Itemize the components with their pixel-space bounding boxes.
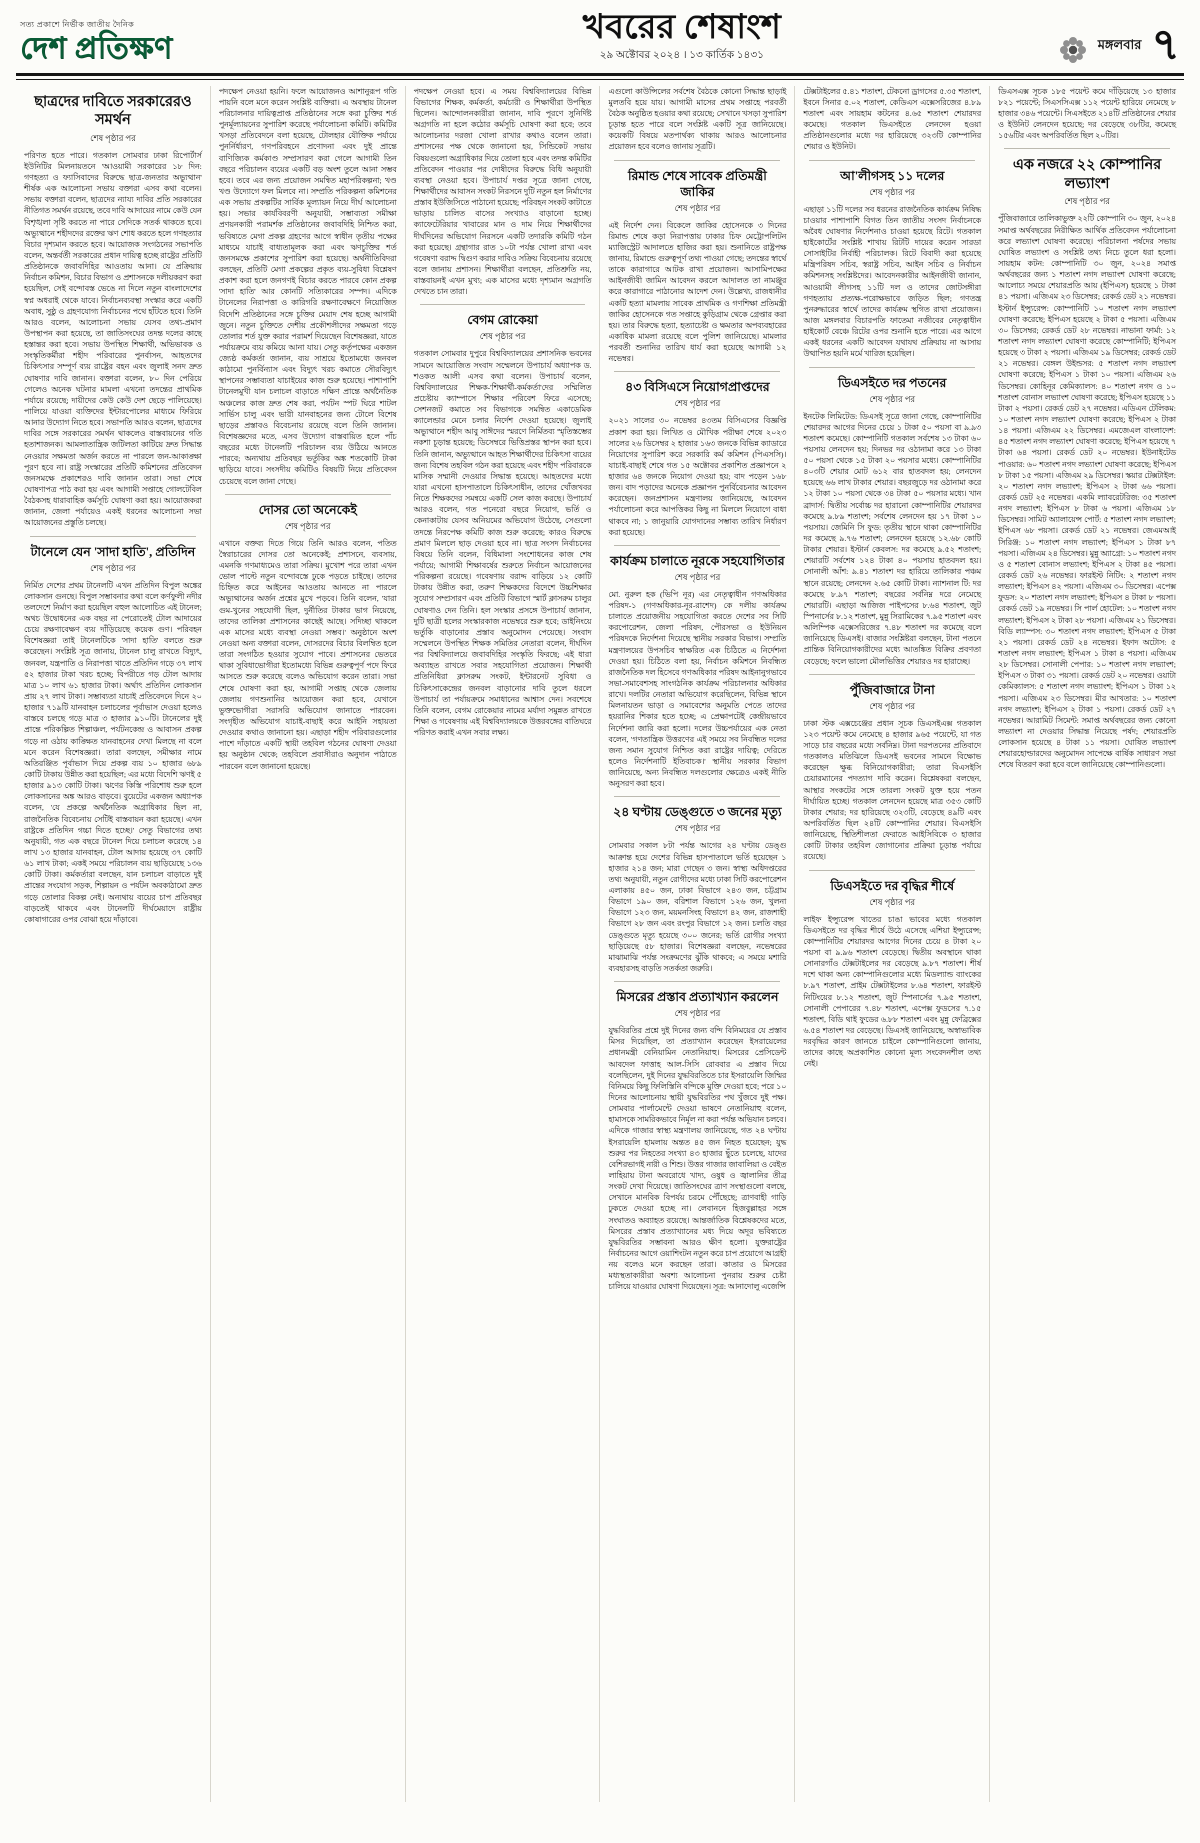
continued-from-label: শেষ পৃষ্ঠার পর [869, 701, 916, 711]
column-3 [405, 86, 600, 1802]
section-divider [30, 536, 196, 537]
article-22-companies-dividends [998, 156, 1176, 770]
section-divider [614, 545, 780, 546]
article-headline: রিমান্ড শেষে সাবেক প্রতিমন্ত্রী জাকির [627, 168, 767, 199]
section-header [320, 10, 1044, 65]
article-continuation [998, 86, 1176, 142]
article-begum-rokeya [414, 312, 592, 738]
continued-from-label: শেষ পৃষ্ঠার পর [869, 187, 916, 197]
continued-from-label: শেষ পৃষ্ঠার পর [869, 897, 916, 907]
article-body: পরিণত হতে পারে। গতকাল সোমবার ঢাকা রিপোর্টার্স ইউনিটির মিলনায়তনে 'আওয়ামী সরকারের ১৮ দিন: গণহত্যা ও ফ্যাসিবাদের বিরুদ্ধে ছাত্র-জনতার অভ্যুত্থান' শীর্ষক এক আলোচনা সভায় বক্তারা এসব কথা বলেন। সভায় বক্তারা বলেন, ছাত্রদের ন্যায্য দাবির প্রতি সরকারের নীতিগত সমর্থন রয়েছে, তবে দাবি আদায়ের নামে কেউ যেন বিশৃঙ্খলা সৃষ্টি করতে না পারে সেদিকে সতর্ক থাকতে হবে। অভ্যুত্থানে শহীদদের রক্তের ঋণ শোধ করতে হলে গণহত্যার বিচার দৃশ্যমান করতে হবে। আয়োজক সংগঠনের সভাপতি বলেন, অন্তর্বর্তী সরকারের প্রধান দায়িত্ব হচ্ছে রাষ্ট্রের প্রতিটি প্রতিষ্ঠানকে জবাবদিহির আওতায় আনা। যে প্রক্রিয়ায় নির্বাচন কমিশন, বিচার বিভাগ ও প্রশাসনকে দলীয়করণ করা হয়েছিল, সেই বন্দোবস্ত ভেঙে না দিলে নতুন বাংলাদেশের স্বপ্ন অধরাই থেকে যাবে। নির্বাচনব্যবস্থা সংস্কার করে একটি অবাধ, সুষ্ঠু ও গ্রহণযোগ্য নির্বাচনের পথে হাঁটতে হবে। তিনি আরও বলেন, আলোচনা সভায় যেসব তথ্য-প্রমাণ উপস্থাপন করা হয়েছে, তা জাতিসংঘের তদন্ত দলের কাছে হস্তান্তর করা হবে। সভায় উপস্থিত শিক্ষার্থী, অভিভাবক ও সংস্কৃতিকর্মীরা শহীদ পরিবারের পুনর্বাসন, আহতদের চিকিৎসার সম্পূর্ণ ব্যয় রাষ্ট্রের বহন এবং জুলাই সনদ দ্রুত ঘোষণার দাবি জানান। বক্তারা বলেন, ৮০ দিন পেরিয়ে গেলেও অনেক ঘটনার মামলা এখনো তদন্তের প্রাথমিক পর্যায়ে রয়েছে; দায়ীদের কেউ কেউ দেশ ছেড়ে পালিয়েছে। পালিয়ে যাওয়া ব্যক্তিদের ইন্টারপোলের মাধ্যমে ফিরিয়ে আনার উদ্যোগ নিতে হবে। সভাপতি আরও বলেন, ছাত্রদের দাবির সঙ্গে সরকারের সমর্থন থাকলেও বাস্তবায়নের গতি হতাশাজনক। আমলাতান্ত্রিক জটিলতা কাটিয়ে দ্রুত সিদ্ধান্ত নেওয়ার সক্ষমতা অর্জন করতে না পারলে জন-আকাঙ্ক্ষা পূরণ হবে না। রাষ্ট্র সংস্কারের প্রতিটি কমিশনের প্রতিবেদন জনসমক্ষে প্রকাশেরও দাবি জানান তারা। সভা শেষে ঘোষণাপত্র পাঠ করা হয় এবং আগামী সপ্তাহে গোলটেবিল বৈঠকসহ ধারাবাহিক কর্মসূচি ঘোষণা করা হয়। আয়োজকরা জানান, জেলা পর্যায়েও একই ধরনের আলোচনা সভা আয়োজনের প্রস্তুতি চলছে। [24, 150, 202, 528]
article-body: পদক্ষেপ নেওয়া হবে। এ সময় বিশ্ববিদ্যালয়ের বিভিন্ন বিভাগের শিক্ষক, কর্মকর্তা, কর্মচারী ও শিক্ষার্থীরা উপস্থিত ছিলেন। আন্দোলনকারীরা জানান, দাবি পূরণে সুনির্দিষ্ট অগ্রগতি না হলে কঠোর কর্মসূচি ঘোষণা করা হবে; তবে আলোচনার দরজা খোলা রাখার কথাও বলেন তারা। প্রশাসনের পক্ষ থেকে জানানো হয়, সিন্ডিকেট সভায় বিষয়গুলো অগ্রাধিকার দিয়ে তোলা হবে এবং তদন্ত কমিটির প্রতিবেদন পাওয়ার পর দোষীদের বিরুদ্ধে বিধি অনুযায়ী ব্যবস্থা নেওয়া হবে। উপাচার্য দপ্তর সূত্রে জানা গেছে, শিক্ষার্থীদের আবাসন সংকট নিরসনে দুটি নতুন হল নির্মাণের প্রস্তাব ইউজিসিতে পাঠানো হয়েছে; পরিবহন সংকট কাটাতে ভাড়ায় চালিত বাসের সংখ্যাও বাড়ানো হচ্ছে। ক্যাফেটেরিয়ার খাবারের মান ও দাম নিয়ে শিক্ষার্থীদের দীর্ঘদিনের অভিযোগ নিরসনে একটি তদারকি কমিটি গঠন করা হয়েছে। গ্রন্থাগার রাত ১০টা পর্যন্ত খোলা রাখা এবং গবেষণা বরাদ্দ দ্বিগুণ করার দাবিও সক্রিয় বিবেচনায় রয়েছে বলে জানায় প্রশাসন। শিক্ষার্থীরা বলছেন, প্রতিশ্রুতি নয়, বাস্তবায়নই এখন মুখ্য; এক মাসের মধ্যে দৃশ্যমান অগ্রগতি দেখতে চান তারা। [413, 86, 592, 297]
article-body: এগুলো কাউন্সিলের সর্বশেষ বৈঠকে কোনো সিদ্ধান্ত ছাড়াই মুলতবি হয়ে যায়। আগামী মাসের প্রথম সপ্তাহে পরবর্তী বৈঠক অনুষ্ঠিত হওয়ার কথা রয়েছে; সেখানে খসড়া সুপারিশ চূড়ান্ত হতে পারে বলে সংশ্লিষ্ট একটি সূত্র জানিয়েছে। কয়েকটি বিষয়ে মতপার্থক্য থাকায় আরও আলোচনার প্রয়োজন হবে বলেও জানায় সূত্রটি। [608, 86, 787, 152]
masthead-block [20, 19, 306, 65]
section-divider [614, 160, 780, 161]
section-divider [225, 494, 391, 495]
article-headline: মিসরের প্রস্তাব প্রত্যাখ্যান করলেন [616, 990, 779, 1005]
weekday-label: মঙ্গলবার [1097, 36, 1142, 52]
article-body: সোমবার সকাল ৮টা পর্যন্ত আগের ২৪ ঘণ্টায় ডেঙ্গু আক্রান্ত হয়ে দেশের বিভিন্ন হাসপাতালে ভর্তি হয়েছেন ১ হাজার ২১৪ জন; মারা গেছেন ৩ জন। স্বাস্থ্য অধিদপ্তরের তথ্য অনুযায়ী, নতুন রোগীদের মধ্যে ঢাকা সিটি করপোরেশন এলাকায় ৪৫০ জন, ঢাকা বিভাগে ২৪৩ জন, চট্টগ্রাম বিভাগে ১৯০ জন, বরিশাল বিভাগে ১২৬ জন, খুলনা বিভাগে ১২৩ জন, ময়মনসিংহ বিভাগে ৪২ জন, রাজশাহী বিভাগে ২৮ জন এবং রংপুর বিভাগে ১২ জন। চলতি বছর ডেঙ্গুতে মৃত্যু হয়েছে ৩০০ জনের; ভর্তি রোগীর সংখ্যা ছাড়িয়েছে ৫৮ হাজার। বিশেষজ্ঞরা বলছেন, নভেম্বরের মাঝামাঝি পর্যন্ত সংক্রমণের ঝুঁকি থাকবে; এ সময়ে মশারি ব্যবহারসহ বাড়তি সতর্কতা জরুরি। [608, 841, 787, 973]
article-body: যুদ্ধবিরতির প্রশ্নে দুই দিনের জন্য বন্দি বিনিময়ের যে প্রস্তাব মিসর দিয়েছিল, তা প্রত্যাখ্যান করেছেন ইসরায়েলের প্রধানমন্ত্রী বেনিয়ামিন নেতানিয়াহু। মিসরের প্রেসিডেন্ট আবদেল ফাত্তাহ আল-সিসি রোববার এ প্রস্তাব দিয়ে বলেছিলেন, দুই দিনের যুদ্ধবিরতিতে চার ইসরায়েলি জিম্মির বিনিময়ে কিছু ফিলিস্তিনি বন্দিকে মুক্তি দেওয়া হবে; পরে ১০ দিনের আলোচনায় স্থায়ী যুদ্ধবিরতির পথ খুঁজবে দুই পক্ষ। সোমবার পার্লামেন্টে দেওয়া ভাষণে নেতানিয়াহু বলেন, হামাসকে সামরিকভাবে নির্মূল না করা পর্যন্ত অভিযান চলবে। এদিকে গাজার স্বাস্থ্য মন্ত্রণালয় জানিয়েছে, গত ২৪ ঘণ্টায় ইসরায়েলি হামলায় অন্তত ৪৫ জন নিহত হয়েছেন; যুদ্ধ শুরুর পর নিহতের সংখ্যা ৪৩ হাজার ছুঁতে চলেছে, যাদের বেশিরভাগই নারী ও শিশু। উত্তর গাজার জাবালিয়া ও বেইত লাহিয়ায় টানা অবরোধে খাদ্য, ওষুধ ও জ্বালানির তীব্র সংকট দেখা দিয়েছে। জাতিসংঘের ত্রাণ সংস্থাগুলো বলছে, সেখানে মানবিক বিপর্যয় চরমে পৌঁছেছে; ত্রাণবাহী গাড়ি ঢুকতে দেওয়া হচ্ছে না। লেবাননে হিজবুল্লাহর সঙ্গে সংঘাতও অব্যাহত রয়েছে। আন্তর্জাতিক বিশ্লেষকদের মতে, মিসরের প্রস্তাব প্রত্যাখ্যানের মধ্য দিয়ে অদূর ভবিষ্যতে যুদ্ধবিরতির সম্ভাবনা আরও ক্ষীণ হলো। যুক্তরাষ্ট্রের নির্বাচনের আগে ওয়াশিংটন নতুন করে চাপ প্রয়োগে আগ্রহী নয় বলেও মনে করছেন তারা। কাতার ও মিসরের মধ্যস্থতাকারীরা অবশ্য আলোচনা পুনরায় শুরুর চেষ্টা চালিয়ে যাওয়ার ঘোষণা দিয়েছেন। সূত্র: আনাদোলু এজেন্সি [608, 1026, 787, 1292]
column-1 [16, 86, 210, 1802]
article-columns [16, 86, 1184, 1802]
article-continuation [414, 86, 592, 298]
article-dse-top-losers [803, 375, 981, 667]
column-5 [794, 86, 989, 1802]
article-headline: দোসর তো অনেকেই [258, 502, 357, 517]
article-body: গতকাল সোমবার দুপুরে বিশ্ববিদ্যালয়ের প্রশাসনিক ভবনের সামনে আয়োজিত সংবাদ সম্মেলনে উপাচার্য অধ্যাপক ড. শওকত আলী এসব কথা বলেন। উপাচার্য বলেন, বিশ্ববিদ্যালয়ের শিক্ষক-'শিক্ষার্থী-কর্মকর্তা'দের সম্মিলিত প্রচেষ্টায় ক্যাম্পাসে শিক্ষার পরিবেশ ফিরে এসেছে; সেশনজট কমাতে সব বিভাগকে সমন্বিত একাডেমিক ক্যালেন্ডার মেনে চলার নির্দেশ দেওয়া হয়েছে। জুলাই অভ্যুত্থানে শহীদ আবু সাঈদের স্মরণে নির্মিতব্য স্মৃতিস্তম্ভের নকশা চূড়ান্ত হয়েছে; ডিসেম্বরে ভিত্তিপ্রস্তর স্থাপন করা হবে। তিনি জানান, অভ্যুত্থানে আহত শিক্ষার্থীদের চিকিৎসা ব্যয়ের জন্য বিশেষ তহবিল গঠন করা হয়েছে এবং শহীদ পরিবারকে মাসিক সম্মানী দেওয়ার সিদ্ধান্ত হয়েছে। আহতদের মধ্যে যারা এখনো হাসপাতালে চিকিৎসাধীন, তাদের খোঁজখবর নিতে শিক্ষকদের সমন্বয়ে একটি সেল কাজ করছে। উপাচার্য আরও বলেন, গত পনেরো বছরে নিয়োগ, ভর্তি ও কেনাকাটায় যেসব অনিয়মের অভিযোগ উঠেছে, সেগুলো তদন্তে নিরপেক্ষ কমিটি কাজ শুরু করেছে; কারও বিরুদ্ধে প্রমাণ মিললে ছাড় দেওয়া হবে না। ছাত্র সংসদ নির্বাচনের বিষয়ে তিনি বলেন, বিধিমালা সংশোধনের কাজ শেষ পর্যায়ে; আগামী শিক্ষাবর্ষের শুরুতে নির্বাচন আয়োজনের পরিকল্পনা রয়েছে। গবেষণায় বরাদ্দ বাড়িয়ে ১২ কোটি টাকায় উন্নীত করা, তরুণ শিক্ষকদের বিদেশে উচ্চশিক্ষার সুযোগ সম্প্রসারণ এবং প্রতিটি বিভাগে স্মার্ট ক্লাসরুম চালুর ঘোষণাও দেন তিনি। হল সংস্কার প্রসঙ্গে উপাচার্য জানান, দুটি ছাত্রী হলের সংস্কারকাজ নভেম্বরে শুরু হবে; ডাইনিংয়ে ভর্তুকি বাড়ানোর প্রস্তাব অনুমোদন পেয়েছে। সংবাদ সম্মেলনে উপস্থিত শিক্ষক সমিতির নেতারা বলেন, দীর্ঘদিন পর বিশ্ববিদ্যালয়ে জবাবদিহির সংস্কৃতি ফিরছে; এই ধারা অব্যাহত রাখতে সবার সহযোগিতা প্রয়োজন। শিক্ষার্থী প্রতিনিধিরা ক্লাসরুম সংকট, ইন্টারনেট সুবিধা ও চিকিৎসাকেন্দ্রের জনবল বাড়ানোর দাবি তুলে ধরলে উপাচার্য তা পর্যায়ক্রমে সমাধানের আশ্বাস দেন। সবশেষে তিনি বলেন, বেগম রোকেয়ার নামের মর্যাদা সমুন্নত রাখতে শিক্ষা ও গবেষণায় এই বিশ্ববিদ্যালয়কে উত্তরবঙ্গের বাতিঘরে পরিণত করাই এখন সবার লক্ষ্য। [413, 349, 592, 738]
section-divider [420, 304, 586, 305]
article-headline: ২৪ ঘণ্টায় ডেঙ্গুতে ৩ জনের মৃত্যু [613, 805, 782, 820]
article-body: নির্মিত দেশের প্রথম টানেলটি এখন প্রতিদিন বিপুল অঙ্কের লোকসান গুনছে। বিপুল সম্ভাবনার কথা বলে কর্ণফুলী নদীর তলদেশে নির্মাণ করা হয়েছিল বহুল আলোচিত এই টানেল; অথচ উদ্বোধনের এক বছর না পেরোতেই টোল আদায়ের চেয়ে রক্ষণাবেক্ষণ ব্যয় দাঁড়িয়েছে কয়েক গুণ। পরিবহন বিশেষজ্ঞরা তাই টানেলটিকে 'সাদা হাতি' বলতে শুরু করেছেন। সংশ্লিষ্ট সূত্র জানায়, টানেল চালু রাখতে বিদ্যুৎ, জনবল, যন্ত্রপাতি ও নিরাপত্তা খাতে প্রতিদিন গড়ে ৩৭ লাখ ৫২ হাজার টাকা খরচ হচ্ছে; বিপরীতে গড় টোল আদায় মাত্র ১০ লাখ ৬১ হাজার টাকা। অর্থাৎ প্রতিদিন লোকসান প্রায় ২৭ লাখ টাকা। সম্ভাব্যতা যাচাই প্রতিবেদনে দিনে ২০ হাজার ৭১৯টি যানবাহন চলাচলের পূর্বাভাস দেওয়া হলেও বাস্তবে চলছে গড়ে মাত্র ৩ হাজার ৯১০টি। টানেলের দুই প্রান্তে পরিকল্পিত শিল্পাঞ্চল, পর্যটনকেন্দ্র ও আবাসন প্রকল্প গড়ে না ওঠায় কাঙ্ক্ষিত যানবাহনের দেখা মিলছে না বলে মনে করেন বিশেষজ্ঞরা। তারা বলছেন, সমীক্ষার নামে অতিরঞ্জিত পূর্বাভাস দিয়ে প্রকল্প ব্যয় ১০ হাজার ৬৮৯ কোটি টাকায় উন্নীত করা হয়েছিল; এর মধ্যে বিদেশি ঋণই ৫ হাজার ৯১৩ কোটি টাকা। ঋণের কিস্তি পরিশোধ শুরু হলে লোকসানের অঙ্ক আরও বাড়বে। বুয়েটের একজন অধ্যাপক বলেন, 'যে প্রকল্পে অর্থনৈতিক অগ্রাধিকার ছিল না, রাজনৈতিক বিবেচনায় সেটিই বাস্তবায়ন করা হয়েছে। এখন রাষ্ট্রকে প্রতিদিন গচ্চা দিতে হচ্ছে।' সেতু বিভাগের তথ্য অনুযায়ী, গত এক বছরে টানেল দিয়ে চলাচল করেছে ১৪ লাখ ১৩ হাজার যানবাহন, টোল আদায় হয়েছে ৩৭ কোটি ৬১ লাখ টাকা; একই সময়ে পরিচালন ব্যয় ছাড়িয়েছে ১৩৬ কোটি টাকা। কর্মকর্তারা বলছেন, যান চলাচল বাড়াতে দুই প্রান্তের সংযোগ সড়ক, শিল্পায়ন ও পর্যটন অবকাঠামো দ্রুত গড়ে তোলার বিকল্প নেই। অন্যথায় ব্যয়ের চাপ প্রতিবছর বাড়তেই থাকবে এবং টানেলটি দীর্ঘমেয়াদে রাষ্ট্রীয় কোষাগারের ওপর বোঝা হয়ে দাঁড়াবে। [24, 580, 202, 924]
article-headline: ডিএসইতে দর পতনের [838, 375, 947, 390]
article-headline: ছাত্রদের দাবিতে সরকারেরও সমর্থন [34, 93, 192, 129]
article-headline: কার্যক্রম চালাতে নূরকে সহযোগিতার [610, 553, 785, 568]
article-body: পুঁজিবাজারে তালিকাভুক্ত ২২টি কোম্পানি ৩০ জুন, ২০২৪ সমাপ্ত অর্থবছরের নিরীক্ষিত আর্থিক প্রতিবেদন পর্যালোচনা করে লভ্যাংশ ঘোষণা করেছে। পরিচালনা পর্ষদের সভায় ঘোষিত লভ্যাংশ ও সংশ্লিষ্ট তথ্য নিচে তুলে ধরা হলো। সায়হাম কটন: কোম্পানিটি ৩০ জুন, ২০২৪ সমাপ্ত অর্থবছরের জন্য ১ শতাংশ নগদ লভ্যাংশ ঘোষণা করেছে; আলোচ্য সময়ে শেয়ারপ্রতি আয় (ইপিএস) হয়েছে ১ টাকা ৪১ পয়সা। এজিএম ২৩ ডিসেম্বর; রেকর্ড ডেট ২১ নভেম্বর। ইস্টার্ন ইন্স্যুরেন্স: কোম্পানিটি ১০ শতাংশ নগদ লভ্যাংশ ঘোষণা করেছে; ইপিএস হয়েছে ২ টাকা ৫ পয়সা। এজিএম ৩০ ডিসেম্বর; রেকর্ড ডেট ২৮ নভেম্বর। নাভানা ফার্মা: ১২ শতাংশ নগদ লভ্যাংশ ঘোষণা করেছে কোম্পানিটি; ইপিএস হয়েছে ৩ টাকা ২ পয়সা। এজিএম ১৯ ডিসেম্বর; রেকর্ড ডেট ২১ নভেম্বর। বেঙ্গল উইন্ডসর: ৫ শতাংশ নগদ লভ্যাংশ ঘোষণা করেছে; ইপিএস ১ টাকা ১০ পয়সা। এজিএম ২৬ ডিসেম্বর। কোহিনূর কেমিক্যালস: ৪০ শতাংশ নগদ ও ১০ শতাংশ বোনাস লভ্যাংশ ঘোষণা করেছে; ইপিএস হয়েছে ১১ টাকা ২ পয়সা। রেকর্ড ডেট ২৭ নভেম্বর। এডিএন টেলিকম: ১০ শতাংশ নগদ লভ্যাংশ ঘোষণা করেছে; ইপিএস ২ টাকা ১৪ পয়সা। এজিএম ২২ ডিসেম্বর। এমজেএল বাংলাদেশ: ৪৫ শতাংশ নগদ লভ্যাংশ ঘোষণা করেছে; ইপিএস হয়েছে ৭ টাকা ৬৪ পয়সা। রেকর্ড ডেট ২০ নভেম্বর। ইউনাইটেড পাওয়ার: ৬০ শতাংশ নগদ লভ্যাংশ ঘোষণা করেছে; ইপিএস ৮ টাকা ১৫ পয়সা। এজিএম ২৯ ডিসেম্বর। স্কয়ার টেক্সটাইল: ২০ শতাংশ নগদ লভ্যাংশ; ইপিএস ২ টাকা ৬৬ পয়সা। রেকর্ড ডেট ২৫ নভেম্বর। একমি ল্যাবরেটরিজ: ৩৫ শতাংশ নগদ লভ্যাংশ; ইপিএস ৮ টাকা ৬ পয়সা। এজিএম ১৮ ডিসেম্বর। সামিট অ্যালায়েন্স পোর্ট: ৫ শতাংশ নগদ লভ্যাংশ; ইপিএস ৬৮ পয়সা। রেকর্ড ডেট ২১ নভেম্বর। জেএমআই সিরিঞ্জ: ১০ শতাংশ নগদ লভ্যাংশ; ইপিএস ১ টাকা ৮৭ পয়সা। এজিএম ২৪ ডিসেম্বর। মুন্নু অ্যাগ্রো: ১০ শতাংশ নগদ ও ৫ শতাংশ বোনাস লভ্যাংশ; ইপিএস ২ টাকা ৪৫ পয়সা। রেকর্ড ডেট ২৬ নভেম্বর। ফারইস্ট নিটিং: ২ শতাংশ নগদ লভ্যাংশ; ইপিএস ৪২ পয়সা। এজিএম ৩০ ডিসেম্বর। এপেক্স ফুডস: ২০ শতাংশ নগদ লভ্যাংশ; ইপিএস ৪ টাকা ৮ পয়সা। রেকর্ড ডেট ১৯ নভেম্বর। সি পার্ল হোটেল: ১০ শতাংশ নগদ লভ্যাংশ; ইপিএস ২ টাকা ২৮ পয়সা। এজিএম ২১ ডিসেম্বর। বিডি ল্যাম্পস: ৩০ শতাংশ নগদ লভ্যাংশ; ইপিএস ৫ টাকা ২১ পয়সা। রেকর্ড ডেট ২৪ নভেম্বর। ইফাদ অটোস: ৫ শতাংশ নগদ লভ্যাংশ; ইপিএস ১ টাকা ৪ পয়সা। এজিএম ২৮ ডিসেম্বর। সোনালী পেপার: ১০ শতাংশ নগদ লভ্যাংশ; ইপিএস ৩ টাকা ৩১ পয়সা। রেকর্ড ডেট ২০ নভেম্বর। ওয়াটা কেমিক্যালস: ৫ শতাংশ নগদ লভ্যাংশ; ইপিএস ১ টাকা ১২ পয়সা। এজিএম ২৩ ডিসেম্বর। মীর আখতার: ১০ শতাংশ নগদ লভ্যাংশ; ইপিএস ২ টাকা ১ পয়সা। রেকর্ড ডেট ২৭ নভেম্বর। আরামিট সিমেন্ট: সমাপ্ত অর্থবছরের জন্য কোনো লভ্যাংশ না দেওয়ার সিদ্ধান্ত নিয়েছে পর্ষদ; শেয়ারপ্রতি লোকসান হয়েছে ৪ টাকা ১১ পয়সা। ঘোষিত লভ্যাংশ শেয়ারহোল্ডারদের অনুমোদন সাপেক্ষে বার্ষিক সাধারণ সভা শেষে বিতরণ করা হবে বলে জানিয়েছে কোম্পানিগুলো। [998, 214, 1176, 770]
continued-from-label: শেষ পৃষ্ঠার পর [479, 332, 526, 342]
article-stockmarket-slide [803, 682, 981, 863]
section-divider [614, 371, 780, 372]
article-headline: বেগম রোকেয়া [467, 313, 538, 328]
header-rule [16, 73, 1184, 80]
page-header [16, 8, 1184, 69]
article-body: ঢাকা স্টক এক্সচেঞ্জের প্রধান সূচক ডিএসইএক্স গতকাল ১২৩ পয়েন্ট কমে নেমেছে ৪ হাজার ৯৬৫ পয়েন্টে, যা গত সাড়ে চার বছরের মধ্যে সর্বনিম্ন। টানা দরপতনের প্রতিবাদে গতকালও মতিঝিলে ডিএসই ভবনের সামনে বিক্ষোভ করেছেন ক্ষুব্ধ বিনিয়োগকারীরা; তারা বিএসইসি চেয়ারম্যানের পদত্যাগ দাবি করেন। বিশ্লেষকরা বলছেন, আস্থার সংকটের সঙ্গে তারল্য সংকট যুক্ত হয়ে পতন দীর্ঘায়িত হচ্ছে। গতকাল লেনদেন হয়েছে মাত্র ৩৫৩ কোটি টাকার শেয়ার; দর হারিয়েছে ৩২৩টি, বেড়েছে ৪৯টি এবং অপরিবর্তিত ছিল ২৪টি কোম্পানির শেয়ার। বিএসইসি জানিয়েছে, স্থিতিশীলতা ফেরাতে আইসিবিকে ৩ হাজার কোটি টাকার তহবিল জোগানোর প্রক্রিয়া চূড়ান্ত পর্যায়ে রয়েছে। [803, 718, 982, 862]
masthead-tagline: সত্য প্রকাশে নির্ভীক জাতীয় দৈনিক [20, 20, 135, 30]
column-6 [989, 86, 1184, 1802]
continued-from-label: শেষ পৃষ্ঠার পর [90, 133, 136, 143]
continued-from-label: শেষ পৃষ্ঠার পর [1064, 197, 1110, 207]
newspaper-logo: দেশ প্রতিক্ষণ [20, 32, 173, 66]
article-body: মো. নুরুল হক (ভিপি নূর) এর নেতৃত্বাধীন গণঅধিকার পরিষদ-১ (গণঅধিকার-নূর-রাশেদ) কে দলীয় কার্যক্রম চালাতে প্রয়োজনীয় সহযোগিতা করতে দেশের সব সিটি করপোরেশন, জেলা পরিষদ, পৌরসভা ও ইউনিয়ন পরিষদকে নির্দেশনা দিয়েছে স্থানীয় সরকার বিভাগ। সম্প্রতি মন্ত্রণালয়ের উপসচিব স্বাক্ষরিত এক চিঠিতে এ নির্দেশনা দেওয়া হয়। চিঠিতে বলা হয়, নির্বাচন কমিশনে নিবন্ধিত রাজনৈতিক দল হিসেবে গণঅধিকার পরিষদ আইনানুগভাবে সভা-সমাবেশসহ সাংগঠনিক কার্যক্রম পরিচালনার অধিকার রাখে। দলটির নেতারা অভিযোগ করেছিলেন, বিভিন্ন স্থানে মিলনায়তন ভাড়া ও সমাবেশের অনুমতি পেতে তাদের হয়রানির শিকার হতে হচ্ছে; এ প্রেক্ষাপটেই কেন্দ্রীয়ভাবে নির্দেশনা জারি করা হলো। দলের উচ্চপর্যায়ের এক নেতা বলেন, 'গণতান্ত্রিক উত্তরণের এই সময়ে সব নিবন্ধিত দলের জন্য সমান সুযোগ নিশ্চিত করা রাষ্ট্রের দায়িত্ব; দেরিতে হলেও নির্দেশনাটি ইতিবাচক।' স্থানীয় সরকার বিভাগ জানিয়েছে, অন্য নিবন্ধিত দলগুলোর ক্ষেত্রেও একই নীতি অনুসরণ করা হবে। [608, 589, 787, 789]
article-body: টেক্সটাইলের ৫.৪১ শতাংশ, টেকনো ড্রাগসের ৫.৩৫ শতাংশ, ইবনে সিনার ৫.০২ শতাংশ, কেডিএস এক্সেসরিজের ৪.৮৯ শতাংশ এবং সায়হাম কটনের ৪.৬৫ শতাংশ শেয়ারদর কমেছে। গতকাল ডিএসইতে লেনদেন হওয়া প্রতিষ্ঠানগুলোর মধ্যে দর হারিয়েছে ৩২৩টি কোম্পানির শেয়ার ও ইউনিট। [803, 86, 982, 152]
continued-from-label: শেষ পৃষ্ঠার পর [674, 572, 721, 582]
article-headline: আ'লীগসহ ১১ দলের [840, 168, 945, 183]
continued-from-label: শেষ পৃষ্ঠার পর [90, 563, 136, 573]
section-divider [1004, 148, 1170, 149]
continued-from-label: শেষ পৃষ্ঠার পর [674, 824, 721, 834]
article-body: ডিএসএক্স সূচক ১৮৫ পয়েন্ট কমে দাঁড়িয়েছে ১৩ হাজার ৮২১ পয়েন্টে; সিএসসিএক্স ১১২ পয়েন্ট হারিয়ে নেমেছে ৮ হাজার ৩৪৬ পয়েন্টে। সিএসইতে ২১৪টি প্রতিষ্ঠানের শেয়ার ও ইউনিট লেনদেন হয়েছে; দর বেড়েছে ৩৮টির, কমেছে ১৫৬টির এবং অপরিবর্তিত ছিল ২০টির। [998, 86, 1176, 141]
continued-from-label: শেষ পৃষ্ঠার পর [674, 203, 721, 213]
article-students-demand [24, 93, 202, 529]
page-number: ৭ [1151, 20, 1180, 70]
article-dse-top-gainers [803, 878, 981, 1070]
article-headline: ৪৩ বিসিএসে নিয়োগপ্রাপ্তদের [625, 380, 770, 395]
article-headline: পুঁজিবাজারে টানা [849, 682, 935, 697]
section-divider [809, 367, 975, 368]
column-4 [599, 86, 794, 1802]
continued-from-label: শেষ পৃষ্ঠার পর [674, 1009, 721, 1019]
article-headline: টানেলে যেন 'সাদা হাতি', প্রতিদিন [30, 544, 196, 559]
section-divider [809, 674, 975, 675]
article-dengue-deaths [608, 804, 786, 974]
article-collaborators [219, 502, 397, 772]
header-right [1058, 20, 1180, 70]
article-continuation [608, 86, 786, 153]
section-divider [614, 981, 780, 982]
article-43-bcs [608, 379, 786, 538]
article-egypt-proposal [608, 989, 786, 1292]
article-headline: এক নজরে ২২ কোম্পানির লভ্যাংশ [1012, 157, 1162, 192]
continued-from-label: শেষ পৃষ্ঠার পর [674, 399, 721, 409]
flower-ornament-icon [1058, 35, 1088, 65]
article-body: এখানে বক্তব্য দিতে গিয়ে তিনি আরও বলেন, পতিত স্বৈরাচারের দোসর তো অনেকেই; প্রশাসনে, ব্যবসায়, এমনকি গণমাধ্যমেও তারা সক্রিয়। মুখোশ পরে তারা এখন ভোল পাল্টে নতুন বন্দোবস্তে ঢুকে পড়তে চাইছে। তাদের চিহ্নিত করে আইনের আওতায় আনতে না পারলে অভ্যুত্থানের অর্জন প্রশ্নের মুখে পড়বে। তিনি বলেন, 'যারা গুম-খুনের সহযোগী ছিল, দুর্নীতির টাকার ভাগ নিয়েছে, তাদের তালিকা প্রশাসনের কাছেই আছে। সদিচ্ছা থাকলে এক মাসের মধ্যে ব্যবস্থা নেওয়া সম্ভব।' অনুষ্ঠানে অংশ নেওয়া অন্য বক্তারা বলেন, দোসরদের বিচার বিলম্বিত হলে তারা সংগঠিত হওয়ার সুযোগ পাবে। প্রশাসনের ভেতরে থাকা সুবিধাভোগীরা ইতোমধ্যে বিভিন্ন গুরুত্বপূর্ণ পদে ফিরে আসতে শুরু করেছে বলেও অভিযোগ করেন তারা। সভা শেষে ঘোষণা করা হয়, আগামী সপ্তাহ থেকে জেলায় জেলায় গণশুনানির আয়োজন করা হবে, যেখানে ভুক্তভোগীরা সরাসরি অভিযোগ জানাতে পারবেন। সংগৃহীত অভিযোগ যাচাই-বাছাই করে আইনি সহায়তা দেওয়ার কথাও জানানো হয়। এছাড়া শহীদ পরিবারগুলোর পাশে দাঁড়াতে একটি স্থায়ী তহবিল গঠনের ঘোষণা দেওয়া হয় অনুষ্ঠান থেকে; তহবিলে প্রবাসীরাও অনুদান পাঠাতে পারবেন বলে জানানো হয়েছে। [218, 538, 397, 771]
column-2 [210, 86, 405, 1802]
article-awami-league-writ [803, 168, 981, 360]
section-divider [614, 796, 780, 797]
article-body: ২০২১ সালের ৩০ নভেম্বর ৪৩তম বিসিএসের বিজ্ঞপ্তি প্রকাশ করা হয়। লিখিত ও মৌখিক পরীক্ষা শেষে ২০২৩ সালের ২৬ ডিসেম্বর ২ হাজার ১৬৩ জনকে বিভিন্ন ক্যাডারে নিয়োগের সুপারিশ করে সরকারি কর্ম কমিশন (পিএসসি)। যাচাই-বাছাই শেষে গত ১৫ অক্টোবর প্রকাশিত প্রজ্ঞাপনে ২ হাজার ৬৪ জনকে নিয়োগ দেওয়া হয়; বাদ পড়েন ১৬৮ জন। বাদ পড়াদের অনেকে প্রজ্ঞাপন পুনর্বিবেচনার আবেদন করেছেন। জনপ্রশাসন মন্ত্রণালয় জানিয়েছে, আবেদন পর্যালোচনা করে আপত্তিকর কিছু না মিললে নিয়োগে বাধা থাকবে না; ১ জানুয়ারি যোগদানের সম্ভাব্য তারিখ নির্ধারণ করা হয়েছে। [608, 416, 787, 537]
page-title: খবরের শেষাংশ [582, 9, 781, 46]
article-body: লাইফ ইন্স্যুরেন্স খাতের চাঙা ভাবের মধ্যে গতকাল ডিএসইতে দর বৃদ্ধির শীর্ষে উঠে এসেছে এশিয়া ইন্স্যুরেন্স; কোম্পানিটির শেয়ারদর আগের দিনের চেয়ে ৪ টাকা ২০ পয়সা বা ৯.৯৬ শতাংশ বেড়েছে। দ্বিতীয় অবস্থানে থাকা সোনারগাঁও টেক্সটাইলের দর বেড়েছে ৯.৮৭ শতাংশ। শীর্ষ দশে থাকা অন্য কোম্পানিগুলোর মধ্যে মিডল্যান্ড ব্যাংকের ৮.৯৭ শতাংশ, প্রাইম টেক্সটাইলের ৮.৬৪ শতাংশ, ফারইস্ট নিটিংয়ের ৮.১২ শতাংশ, জুট স্পিনার্সের ৭.৯৫ শতাংশ, সোনালী পেপারের ৭.৪৮ শতাংশ, এপেক্স ফুডসের ৭.১৫ শতাংশ, বিডি থাই ফুডের ৬.৮৮ শতাংশ এবং মুন্নু ফেব্রিক্সের ৬.৫৪ শতাংশ দর বেড়েছে। ডিএসই জানিয়েছে, অস্বাভাবিক দরবৃদ্ধির কারণ জানতে চাইলে কোম্পানিগুলো জানায়, তাদের কাছে অপ্রকাশিত কোনো মূল্য সংবেদনশীল তথ্য নেই। [803, 914, 982, 1069]
article-headline: ডিএসইতে দর বৃদ্ধির শীর্ষে [830, 878, 955, 893]
article-body: এছাড়া ১১টি দলের সব ধরনের রাজনৈতিক কার্যক্রম নিষিদ্ধ চাওয়ার পাশাপাশি বিগত তিন জাতীয় সংসদ নির্বাচনকে অবৈধ ঘোষণার নির্দেশনাও চাওয়া হয়েছে রিটে। গতকাল হাইকোর্টের সংশ্লিষ্ট শাখায় রিটটি দায়ের করেন সারডা সোসাইটির নির্বাহী পরিচালক। রিটে বিবাদী করা হয়েছে মন্ত্রিপরিষদ সচিব, স্বরাষ্ট্র সচিব, আইন সচিব ও নির্বাচন কমিশনসহ সংশ্লিষ্টদের। আবেদনকারীর আইনজীবী জানান, আওয়ামী লীগসহ ১১টি দল ও তাদের জোটসঙ্গীরা গণহত্যায় প্রত্যক্ষ-পরোক্ষভাবে জড়িত ছিল; গণতন্ত্র পুনরুদ্ধারের স্বার্থে তাদের কার্যক্রম স্থগিত রাখা প্রয়োজন। আজ মঙ্গলবার বিচারপতি ফাতেমা নজীবের নেতৃত্বাধীন হাইকোর্ট বেঞ্চে রিটের ওপর শুনানি হতে পারে। এর আগে একই ধরনের একটি আবেদন যথাযথ প্রক্রিয়ায় না আসায় উত্থাপিত হয়নি মর্মে খারিজ হয়েছিল। [803, 204, 982, 359]
article-continuation [803, 86, 981, 153]
article-tunnel-white-elephant [24, 544, 202, 925]
section-divider [809, 160, 975, 161]
continued-from-label: শেষ পৃষ্ঠার পর [284, 521, 331, 531]
article-zakir-remand [608, 168, 786, 365]
date-line: ২৯ অক্টোবর ২০২৪ । ১৩ কার্তিক ১৪৩১ [599, 49, 764, 61]
article-body: এই নির্দেশ দেন। বিকেলে জাকির হোসেনকে ৩ দিনের রিমান্ড শেষে কড়া নিরাপত্তায় ঢাকার চিফ মেট্রোপলিটন ম্যাজিস্ট্রেট আদালতে হাজির করা হয়। শুনানিতে রাষ্ট্রপক্ষ জানায়, রিমান্ডে গুরুত্বপূর্ণ তথ্য পাওয়া গেছে; তদন্তের স্বার্থে তাকে কারাগারে আটক রাখা প্রয়োজন। আসামিপক্ষের আইনজীবী জামিন আবেদন করলে আদালত তা নামঞ্জুর করে কারাগারে পাঠানোর আদেশ দেন। উল্লেখ্য, রাজধানীর একটি হত্যা মামলায় সাবেক প্রাথমিক ও গণশিক্ষা প্রতিমন্ত্রী জাকির হোসেনকে গত সপ্তাহে কুড়িগ্রাম থেকে গ্রেপ্তার করা হয়। তার বিরুদ্ধে হত্যা, হত্যাচেষ্টা ও ক্ষমতার অপব্যবহারের একাধিক মামলা রয়েছে বলে পুলিশ জানিয়েছে। মামলার পরবর্তী শুনানির তারিখ ধার্য করা হয়েছে আগামী ১২ নভেম্বর। [608, 220, 787, 364]
continued-from-label: শেষ পৃষ্ঠার পর [869, 394, 916, 404]
article-nur-cooperation [608, 553, 786, 790]
article-body: পদক্ষেপ নেওয়া হয়নি। ফলে আয়োজনও আশানুরূপ গতি পায়নি বলে মনে করেন সংশ্লিষ্ট ব্যক্তিরা। এ অবস্থায় টানেল পরিচালনার দায়িত্বপ্রাপ্ত প্রতিষ্ঠানের সঙ্গে করা চুক্তির শর্ত পুনর্মূল্যায়নের সুপারিশ করেছে পর্যালোচনা কমিটি। কমিটির খসড়া প্রতিবেদনে বলা হয়েছে, টোলহার যৌক্তিক পর্যায়ে পুনর্নির্ধারণ, গণপরিবহনে প্রণোদনা এবং দুই প্রান্তে বাণিজ্যিক কর্মকাণ্ড সম্প্রসারণ করা গেলে আগামী তিন বছরে পরিচালন ব্যয়ের একটি বড় অংশ তুলে আনা সম্ভব হবে। তবে এর জন্য প্রয়োজন সমন্বিত মহাপরিকল্পনা; খণ্ড খণ্ড উদ্যোগে ফল মিলবে না। সম্প্রতি পরিকল্পনা কমিশনের এক সভায় প্রকল্পটির সার্বিক মূল্যায়ন নিয়ে দীর্ঘ আলোচনা হয়। সভার কার্যবিবরণী অনুযায়ী, সম্ভাব্যতা সমীক্ষা প্রণয়নকারী পরামর্শক প্রতিষ্ঠানের জবাবদিহি নিশ্চিত করা, ভবিষ্যতে মেগা প্রকল্প গ্রহণের আগে স্বাধীন তৃতীয় পক্ষের মাধ্যমে যাচাই বাধ্যতামূলক করা এবং ঋণচুক্তির শর্ত জনসমক্ষে প্রকাশের সুপারিশ করা হয়েছে। অর্থনীতিবিদরা বলছেন, প্রতিটি মেগা প্রকল্পের প্রকৃত ব্যয়-সুবিধা বিশ্লেষণ প্রকাশ করা হলে জনগণই বিচার করতে পারবে কোন প্রকল্প 'সাদা হাতি' আর কোনটি সত্যিকারের সম্পদ। এদিকে টানেলের নিরাপত্তা ও কারিগরি রক্ষণাবেক্ষণে নিয়োজিত বিদেশি প্রতিষ্ঠানের সঙ্গে চুক্তির মেয়াদ শেষ হচ্ছে আগামী জুনে। নতুন চুক্তিতে দেশীয় প্রকৌশলীদের সক্ষমতা গড়ে তোলার শর্ত যুক্ত করার পরামর্শ দিয়েছেন বিশেষজ্ঞরা, যাতে পর্যায়ক্রমে ব্যয় কমিয়ে আনা যায়। সেতু কর্তৃপক্ষের একজন জ্যেষ্ঠ কর্মকর্তা জানান, ব্যয় সাশ্রয়ে ইতোমধ্যে জনবল কাঠামো পুনর্বিন্যাস এবং বিদ্যুৎ খরচ কমাতে সৌরবিদ্যুৎ স্থাপনের সম্ভাব্যতা যাচাইয়ের কাজ শুরু হয়েছে। পাশাপাশি টানেলমুখী যান চলাচল বাড়াতে দক্ষিণ প্রান্তে অর্থনৈতিক অঞ্চলের কাজ দ্রুত শেষ করা, পর্যটন স্পট ঘিরে শাটল সার্ভিস চালু এবং ভারী যানবাহনের জন্য টোলে বিশেষ ছাড়ের প্রস্তাবও বিবেচনায় রয়েছে বলে তিনি জানান। বিশেষজ্ঞদের মতে, এসব উদ্যোগ বাস্তবায়িত হলে পাঁচ বছরের মধ্যে টানেলটি পরিচালন ব্যয় উঠিয়ে আনতে পারবে; অন্যথায় প্রতিবছর ভর্তুকির অঙ্ক শতকোটি টাকা ছাড়িয়ে যাবে। সংসদীয় কমিটিও বিষয়টি নিয়ে প্রতিবেদন চেয়েছে বলে জানা গেছে। [218, 86, 397, 486]
article-continuation [219, 86, 397, 487]
article-body: ইনটেক লিমিটেড: ডিএসই সূত্রে জানা গেছে, কোম্পানিটির শেয়ারদর আগের দিনের চেয়ে ১ টাকা ৫০ পয়সা বা ৯.৯৩ শতাংশ কমেছে। কোম্পানিটি গতকাল সর্বশেষ ১৩ টাকা ৬০ পয়সায় লেনদেন হয়; দিনভর দর ওঠানামা করে ১৩ টাকা ৫০ পয়সা থেকে ১৫ টাকা ২০ পয়সার মধ্যে। কোম্পানিটির ৪০৩টি শেয়ার মোট ৬১২ বার হাতবদল হয়; লেনদেন হয়েছে ৬৬ লাখ টাকার শেয়ার। বছরজুড়ে দর ওঠানামা করে ১২ টাকা ১০ পয়সা থেকে ৩৪ টাকা ৫০ পয়সার মধ্যে। খান ব্রাদার্স: দ্বিতীয় সর্বোচ্চ দর হারানো কোম্পানিটির শেয়ারদর কমেছে ৯.৮৯ শতাংশ; সর্বশেষ লেনদেন হয় ১৭ টাকা ১০ পয়সায়। জেমিনি সি ফুড: তৃতীয় স্থানে থাকা কোম্পানিটির দর কমেছে ৯.৭৬ শতাংশ; লেনদেন হয়েছে ১২.৬৮ কোটি টাকার শেয়ার। ইস্টার্ন কেবলস: দর কমেছে ৯.৫২ শতাংশ; শেয়ারটি সর্বশেষ ১২৪ টাকা ৪০ পয়সায় হাতবদল হয়। সোনালী আঁশ: ৯.৪১ শতাংশ দর হারিয়ে তালিকার পঞ্চম স্থানে রয়েছে; লেনদেন ২.৬৫ কোটি টাকা। ন্যাশনাল টি: দর কমেছে ৮.৯৭ শতাংশ; বছরের সর্বনিম্ন দরে নেমেছে শেয়ারটি। এছাড়া আজিজ পাইপসের ৮.৬৪ শতাংশ, জুট স্পিনার্সের ৮.১২ শতাংশ, মুন্নু সিরামিকের ৭.৯৫ শতাংশ এবং অলিম্পিক এক্সেসরিজের ৭.৪৮ শতাংশ দর কমেছে বলে জানিয়েছে ডিএসই। বাজার সংশ্লিষ্টরা বলছেন, টানা পতনে প্রান্তিক বিনিয়োগকারীদের মধ্যে আতঙ্কিত বিক্রির প্রবণতা বেড়েছে; ফলে ভালো মৌলভিত্তির শেয়ারও দর হারাচ্ছে। [803, 411, 982, 666]
section-divider [809, 870, 975, 871]
